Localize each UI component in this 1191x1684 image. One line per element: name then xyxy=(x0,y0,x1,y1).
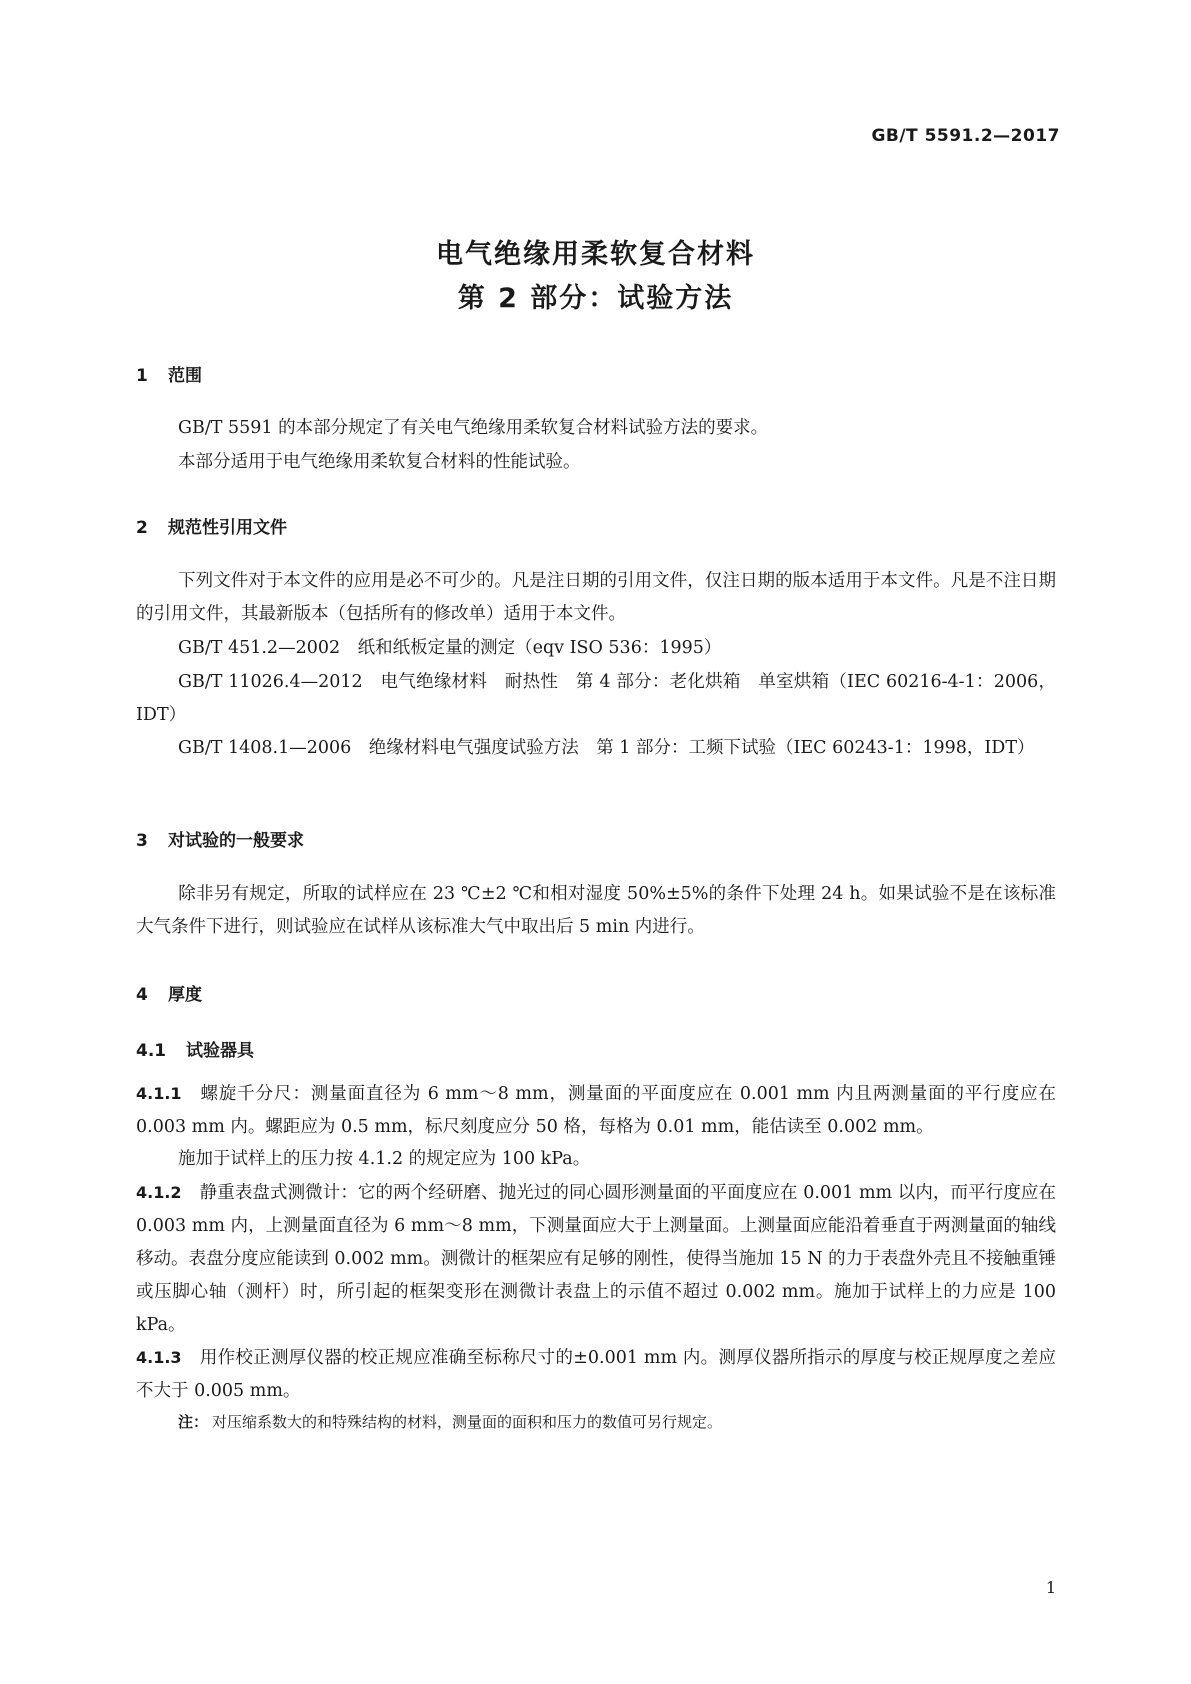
clause-4-1-1: 4.1.1 螺旋千分尺：测量面直径为 6 mm～8 mm，测量面的平面度应在 0.001 mm 内且两测量面的平行度应在 0.003 mm 内。螺距应为 0.5 mm，标尺刻度应分 50 格，每格为 0.01 mm，能估读至 0.002 mm。 xyxy=(136,1084,1056,1137)
section-number: 4.1 xyxy=(136,1041,167,1061)
note xyxy=(178,1411,722,1432)
section-title: 试验器具 xyxy=(186,1041,254,1061)
normative-reference: GB/T 1408.1—2006 绝缘材料电气强度试验方法 第 1 部分：工频下试验（IEC 60243-1：1998，IDT） xyxy=(178,738,1035,758)
section-1-para-2: 本部分适用于电气绝缘用柔软复合材料的性能试验。 xyxy=(178,452,581,472)
note-text: 对压缩系数大的和特殊结构的材料，测量面的面积和压力的数值可另行规定。 xyxy=(212,1413,723,1431)
section-1-para-1: GB/T 5591 的本部分规定了有关电气绝缘用柔软复合材料试验方法的要求。 xyxy=(178,418,769,438)
page-number: 1 xyxy=(1045,1578,1056,1597)
section-3-heading xyxy=(136,826,304,851)
normative-reference: GB/T 451.2—2002 纸和纸板定量的测定（eqv ISO 536：1995） xyxy=(178,638,722,658)
section-number: 1 xyxy=(136,366,148,386)
section-title: 厚度 xyxy=(168,985,202,1005)
document-title: 电气绝缘用柔软复合材料 xyxy=(436,239,755,270)
document-subtitle: 第 2 部分：试验方法 xyxy=(457,283,734,314)
section-title: 对试验的一般要求 xyxy=(168,831,304,851)
section-2-intro: 下列文件对于本文件的应用是必不可少的。凡是注日期的引用文件，仅注日期的版本适用于本文件。凡是不注日期的引用文件，其最新版本（包括所有的修改单）适用于本文件。 xyxy=(136,571,1056,624)
section-title: 范围 xyxy=(168,366,202,386)
clause-4-1-3: 4.1.3 用作校正测厚仪器的校正规应准确至标称尺寸的±0.001 mm 内。测厚仪器所指示的厚度与校正规厚度之差应不大于 0.005 mm。 xyxy=(136,1348,1056,1401)
clause-number: 4.1.3 xyxy=(136,1348,182,1367)
section-4-heading xyxy=(136,980,202,1005)
section-number: 3 xyxy=(136,831,148,851)
subsection-4-1-heading xyxy=(136,1036,254,1061)
section-number: 2 xyxy=(136,518,148,538)
section-number: 4 xyxy=(136,985,148,1005)
note-label: 注： xyxy=(178,1413,209,1431)
section-title: 规范性引用文件 xyxy=(168,518,287,538)
standard-code: GB/T 5591.2—2017 xyxy=(871,126,1060,146)
clause-number: 4.1.1 xyxy=(136,1084,182,1103)
clause-number: 4.1.2 xyxy=(136,1183,182,1202)
section-3-para: 除非另有规定，所取的试样应在 23 ℃±2 ℃和相对湿度 50%±5%的条件下处理 24 h。如果试验不是在该标准大气条件下进行，则试验应在试样从该标准大气中取出后 5 min 内进行。 xyxy=(136,884,1056,937)
clause-4-1-1-continued: 施加于试样上的压力按 4.1.2 的规定应为 100 kPa。 xyxy=(178,1149,591,1169)
section-1-heading xyxy=(136,361,202,386)
section-2-heading xyxy=(136,513,287,538)
normative-reference: GB/T 11026.4—2012 电气绝缘材料 耐热性 第 4 部分：老化烘箱 单室烘箱（IEC 60216-4-1：2006，IDT） xyxy=(136,672,1056,725)
clause-4-1-2: 4.1.2 静重表盘式测微计：它的两个经研磨、抛光过的同心圆形测量面的平面度应在 0.001 mm 以内，而平行度应在 0.003 mm 内，上测量面直径为 6 mm～8 mm，下测量面应大于上测量面。上测量面应能沿着垂直于两测量面的轴线移动。表盘分度应能读到 0.002 mm。测微计的框架应有足够的刚性，使得当施加 15 N 的力于表盘外壳且不接触重锤或压脚心轴（测杆）时，所引起的框架变形在测微计表盘上的示值不超过 0.002 mm。施加于试样上的力应是 100 kPa。 xyxy=(136,1183,1056,1335)
